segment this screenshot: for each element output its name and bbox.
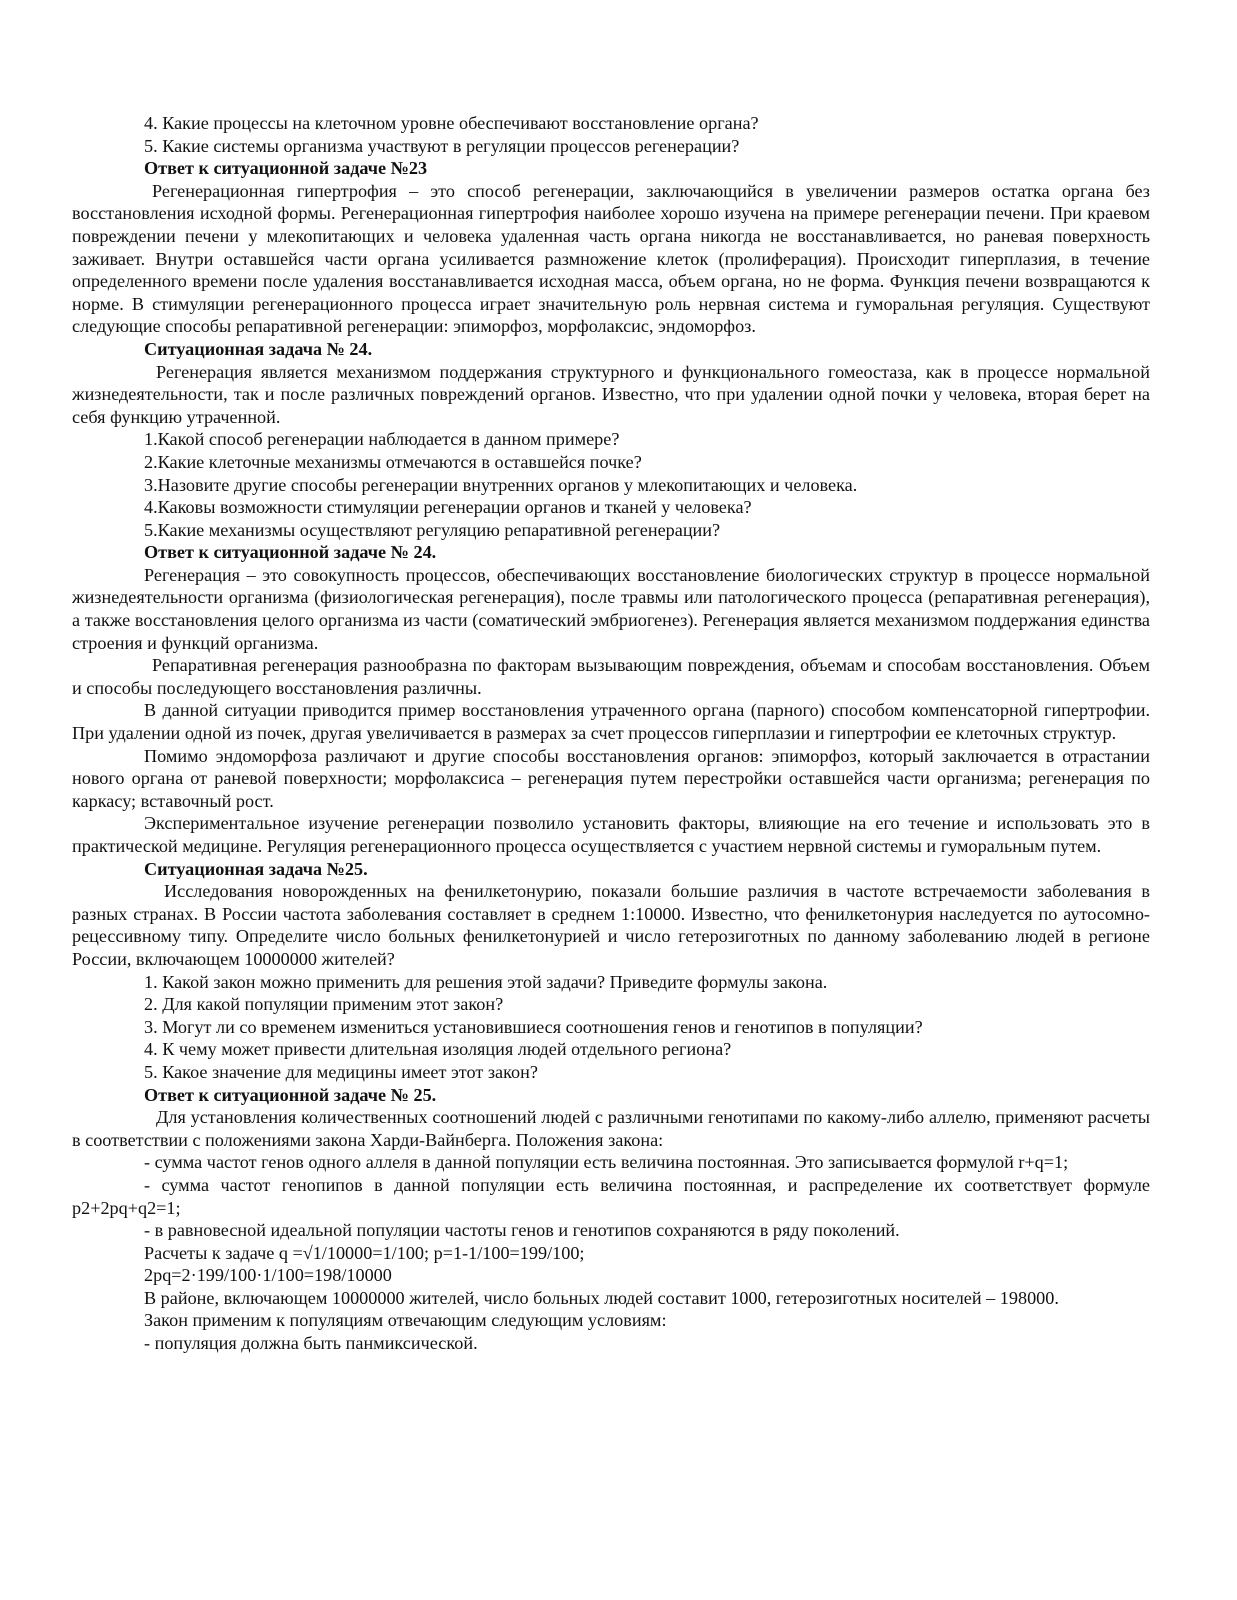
task-heading-24: Ситуационная задача № 24.	[144, 338, 373, 359]
answer-heading-25: Ответ к ситуационной задаче № 25.	[144, 1084, 437, 1105]
condition-item: - популяция должна быть панмиксической.	[144, 1333, 478, 1354]
answer-heading-24: Ответ к ситуационной задаче № 24.	[144, 542, 437, 563]
question-1: 1.Какой способ регенерации наблюдается в данном примере?	[144, 429, 620, 450]
question-2: 2. Для какой популяции применим этот закон?	[144, 994, 504, 1015]
question-3: 3. Могут ли со временем измениться установившиеся соотношения генов и генотипов в популяции?	[144, 1016, 923, 1037]
law-statement: - в равновесной идеальной популяции частоты генов и генотипов сохраняются в ряду поколений.	[144, 1220, 900, 1241]
answer-paragraph: Регенерационная гипертрофия – это способ регенерации, заключающийся в увеличении размеров остатка органа без восстановления исходной формы. Регенерационная гипертрофия наиболее хорошо изучена на примере регенерации печени. При краевом повреждении печени у млекопитающих и человека удаленная часть органа никогда не восстанавливается, но раневая поверхность заживает. Внутри оставшейся части органа усиливается размножение клеток (пролиферация). Происходит гиперплазия, в течение определенного времени после удаления восстанавливается исходная масса, объем органа, но не форма. Функция печени возвращаются к норме. В стимуляции регенерационного процесса играет значительную роль нервная система и гуморальная регуляция. Существуют следующие способы репаративной регенерации: эпиморфоз, морфолаксис, эндоморфоз.	[72, 180, 1150, 337]
question-4: 4.Каковы возможности стимуляции регенерации органов и тканей у человека?	[144, 497, 752, 518]
question-5: 5. Какие системы организма участвуют в регуляции процессов регенерации?	[144, 135, 740, 156]
answer-heading-23: Ответ к ситуационной задаче №23	[144, 158, 428, 179]
question-4: 4. Какие процессы на клеточном уровне обеспечивают восстановление органа?	[144, 113, 759, 133]
calculation-line: Расчеты к задаче q =√1/10000=1/100; p=1-1/100=199/100;	[144, 1242, 585, 1263]
question-1: 1. Какой закон можно применить для решения этой задачи? Приведите формулы закона.	[144, 971, 828, 992]
document-page	[72, 112, 1150, 1355]
task-paragraph: Регенерация является механизмом поддержания структурного и функционального гомеостаза, как в процессе нормальной жизнедеятельности, так и после различных повреждений органов. Известно, что при удалении одной почки у человека, вторая берет на себя функцию утраченной.	[72, 361, 1150, 427]
question-2: 2.Какие клеточные механизмы отмечаются в оставшейся почке?	[144, 451, 642, 472]
calculation-line: 2pq=2·199/100·1/100=198/10000	[144, 1265, 392, 1286]
question-5: 5. Какое значение для медицины имеет этот закон?	[144, 1061, 538, 1082]
law-statement: - сумма частот генопипов в данной популяции есть величина постоянная, и распределение их соответствует формуле p2+2pq+q2=1;	[72, 1174, 1150, 1218]
answer-paragraph: Помимо эндоморфоза различают и другие способы восстановления органов: эпиморфоз, который заключается в отрастании нового органа от раневой поверхности; морфолаксиса – регенерация путем перестройки оставшейся части организма; регенерация по каркасу; вставочный рост.	[72, 745, 1150, 811]
task-heading-25: Ситуационная задача №25.	[144, 858, 368, 879]
question-4: 4. К чему может привести длительная изоляция людей отдельного региона?	[144, 1039, 732, 1060]
answer-paragraph: Для установления количественных соотношений людей с различными генотипами по какому-либо аллелю, применяют расчеты в соответствии с положениями закона Харди-Вайнберга. Положения закона:	[72, 1107, 1150, 1150]
answer-paragraph: Репаративная регенерация разнообразна по факторам вызывающим повреждения, объемам и способам восстановления. Объем и способы последующего восстановления различны.	[72, 655, 1150, 698]
answer-paragraph: Экспериментальное изучение регенерации позволило установить факторы, влияющие на его течение и использовать это в практической медицине. Регуляция регенерационного процесса осуществляется с участием нервной системы и гуморальным путем.	[72, 813, 1150, 856]
question-3: 3.Назовите другие способы регенерации внутренних органов у млекопитающих и человека.	[144, 474, 858, 495]
conditions-intro: Закон применим к популяциям отвечающим следующим условиям:	[144, 1310, 667, 1331]
answer-paragraph: Регенерация – это совокупность процессов, обеспечивающих восстановление биологических структур в процессе нормальной жизнедеятельности организма (физиологическая регенерация), после травмы или патологического процесса (репаративная регенерация), а также восстановления целого организма из части (соматический эмбриогенез). Регенерация является механизмом поддержания единства строения и функций организма.	[72, 564, 1150, 653]
result-line: В районе, включающем 10000000 жителей, число больных людей составит 1000, гетерозиготных носителей – 198000.	[144, 1287, 1059, 1308]
task-paragraph: Исследования новорожденных на фенилкетонурию, показали большие различия в частоте встречаемости заболевания в разных странах. В России частота заболевания составляет в среднем 1:10000. Известно, что фенилкетонурия наследуется по аутосомно-рецессивному типу. Определите число больных фенилкетонурией и число гетерозиготных по данному заболеванию людей в регионе России, включающем 10000000 жителей?	[72, 881, 1150, 969]
answer-paragraph: В данной ситуации приводится пример восстановления утраченного органа (парного) способом компенсаторной гипертрофии. При удалении одной из почек, другая увеличивается в размерах за счет процессов гиперплазии и гипертрофии ее клеточных структур.	[72, 700, 1150, 744]
question-5: 5.Какие механизмы осуществляют регуляцию репаративной регенерации?	[144, 519, 721, 540]
law-statement: - сумма частот генов одного аллеля в данной популяции есть величина постоянная. Это записывается формулой r+q=1;	[144, 1152, 1069, 1173]
